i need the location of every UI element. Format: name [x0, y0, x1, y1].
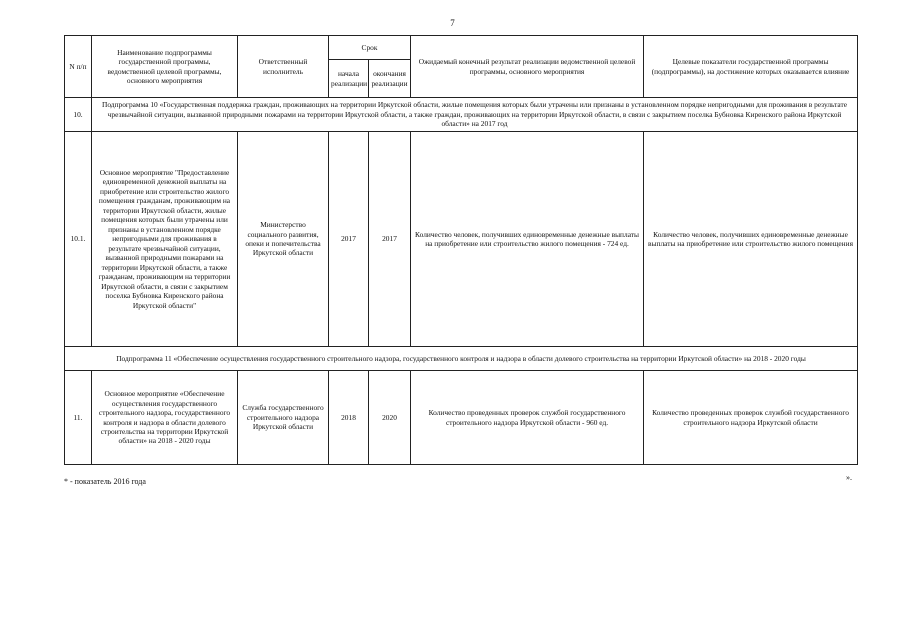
subprogram-title: Подпрограмма 11 «Обеспечение осуществления государственного строительного надзора, государственного контроля и надзора в области долевого строительства на территории Иркутской области» на 2018 - 2020 годы	[65, 347, 858, 371]
header-result: Ожидаемый конечный результат реализации ведомственной целевой программы, основного мероприятия	[411, 36, 644, 98]
row-num: 10.1.	[65, 132, 92, 347]
target-indicators: Количество проведенных проверок службой государственного строительного надзора Иркутской области	[644, 371, 858, 465]
end-year: 2020	[369, 371, 411, 465]
activity-name: Основное мероприятие "Предоставление единовременной денежной выплаты на приобретение или строительство жилого помещения гражданам, проживающим на территории Иркутской области, жилые помещения которых были утрачены или признаны в установленном порядке непригодными для проживания в результате чрезвычайной ситуации, вызванной природными пожарами на территории Иркутской области, а также гражданам, проживающим на территории Иркутской области, в связи с закрытием поселка Бубновка Киренского района Иркутской области"	[92, 132, 238, 347]
header-term: Срок	[329, 36, 411, 60]
expected-result: Количество проведенных проверок службой государственного строительного надзора Иркутской области - 960 ед.	[411, 371, 644, 465]
program-table	[64, 35, 858, 465]
subprogram-row-10	[65, 98, 858, 132]
header-start: начала реализации	[329, 60, 369, 98]
start-year: 2018	[329, 371, 369, 465]
subprogram-title: Подпрограмма 10 «Государственная поддержка граждан, проживающих на территории Иркутской области, жилые помещения которых были утрачены или признаны в установленном порядке непригодными для проживания в результате чрезвычайной ситуации, вызванной природными пожарами на территории Иркутской области, а также граждан, проживающих на территории Иркутской области, в связи с закрытием поселка Бубновка Киренского района Иркутской области» на 2017 год	[92, 98, 858, 132]
end-year: 2017	[369, 132, 411, 347]
table-row-10-1	[65, 132, 858, 347]
header-responsible: Ответственный исполнитель	[238, 36, 329, 98]
row-num: 11.	[65, 371, 92, 465]
responsible-executor: Министерство социального развития, опеки и попечительства Иркутской области	[238, 132, 329, 347]
subprogram-row-11	[65, 347, 858, 371]
header-row	[65, 36, 858, 60]
responsible-executor: Служба государственного строительного надзора Иркутской области	[238, 371, 329, 465]
page-number: 7	[450, 18, 455, 28]
target-indicators: Количество человек, получивших единовременные денежные выплаты на приобретение или строительство жилого помещения	[644, 132, 858, 347]
activity-name: Основное мероприятие «Обеспечение осуществления государственного строительного надзора, государственного контроля и надзора в области долевого строительства на территории Иркутской области» на 2018 - 2020 годы	[92, 371, 238, 465]
footnote: * - показатель 2016 года	[64, 477, 146, 486]
closing-quote-mark: ».	[846, 473, 852, 482]
start-year: 2017	[329, 132, 369, 347]
header-end: окончания реализации	[369, 60, 411, 98]
table-row-11	[65, 371, 858, 465]
header-num: N п/п	[65, 36, 92, 98]
header-indicators: Целевые показатели государственной программы (подпрограммы), на достижение которых оказывается влияние	[644, 36, 858, 98]
expected-result: Количество человек, получивших единовременные денежные выплаты на приобретение или строительство жилого помещения - 724 ед.	[411, 132, 644, 347]
row-num: 10.	[65, 98, 92, 132]
header-name: Наименование подпрограммы государственной программы, ведомственной целевой программы, основного мероприятия	[92, 36, 238, 98]
